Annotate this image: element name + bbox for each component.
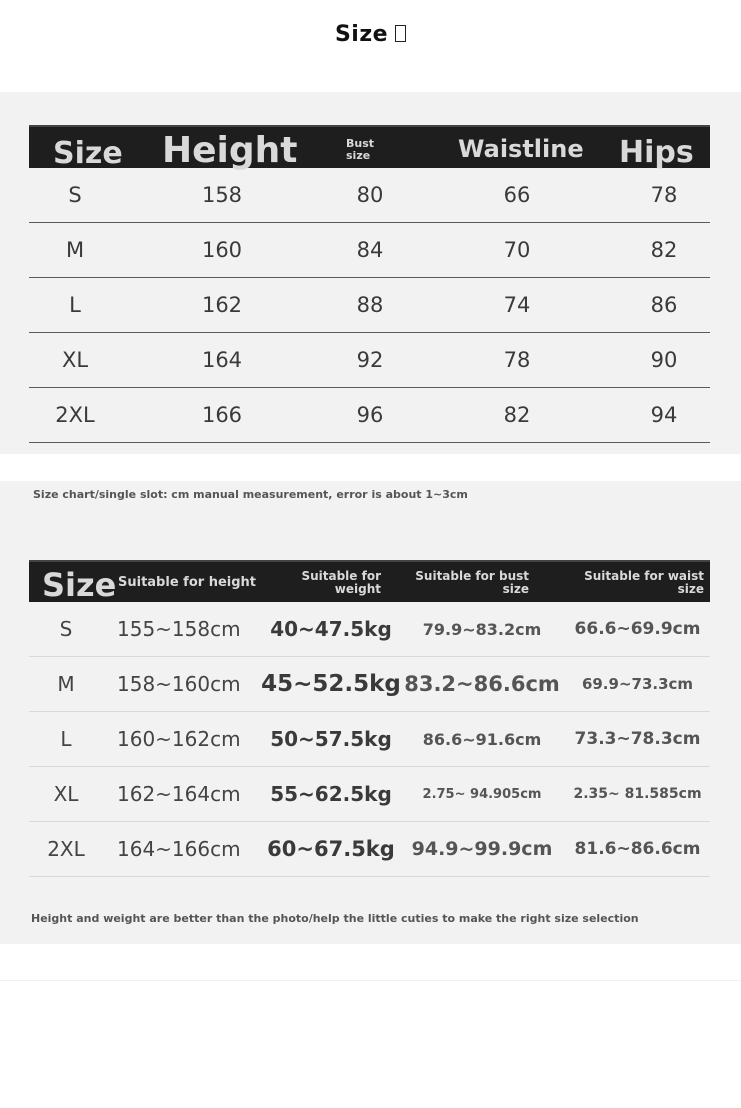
cell-bust: 80 [356,183,384,207]
table-row [29,333,710,388]
missing-glyph-icon [395,25,406,42]
header-weight: Suitable for weight [301,569,381,596]
cell-waist: 73.3~78.3cm [574,729,701,749]
cell-height: 162~164cm [117,782,241,806]
cell-waist: 81.6~86.6cm [574,839,701,859]
page-title-text: Size [334,22,389,47]
cell-size: 2XL [47,837,85,861]
cell-hips: 86 [650,293,678,317]
cell-waist: 74 [503,293,531,317]
cell-size: L [69,293,81,317]
header-height: Height [162,130,298,171]
cell-size: XL [61,348,89,372]
cell-waist: 66 [503,183,531,207]
divider [0,980,741,981]
header-size: Size [42,566,117,604]
cell-height: 160~162cm [117,727,241,751]
cell-size: M [57,672,75,696]
cell-size: XL [53,782,79,806]
table-row [29,223,710,278]
cell-size: S [59,617,73,641]
cell-hips: 94 [650,403,678,427]
cell-hips: 78 [650,183,678,207]
header-size: Size [53,136,123,171]
cell-bust: 92 [356,348,384,372]
table-row [29,168,710,223]
size-chart-note: Size chart/single slot: cm manual measurement, error is about 1~3cm [33,488,468,501]
table-row [29,388,710,443]
cell-weight: 50~57.5kg [270,727,392,751]
cell-size: 2XL [55,403,95,427]
cell-weight: 55~62.5kg [270,782,392,806]
cell-size: L [60,727,72,751]
cell-waist: 2.35~ 81.585cm [573,786,702,802]
cell-height: 160 [201,238,243,262]
cell-hips: 90 [650,348,678,372]
table-row [29,712,710,767]
size-chart-table [29,125,710,443]
cell-height: 158~160cm [117,672,241,696]
size-chart-header [29,125,710,171]
cell-height: 166 [201,403,243,427]
fit-chart-table [29,560,710,877]
header-waistline: Waistline [458,135,584,163]
page-title [0,22,741,47]
cell-height: 162 [201,293,243,317]
table-row [29,767,710,822]
cell-waist: 82 [503,403,531,427]
cell-waist: 70 [503,238,531,262]
cell-bust: 88 [356,293,384,317]
header-hips: Hips [619,135,694,170]
cell-bust: 94.9~99.9cm [411,838,553,860]
cell-waist: 69.9~73.3cm [581,675,694,693]
fit-chart-header [29,560,710,602]
cell-weight: 40~47.5kg [270,617,392,641]
cell-height: 158 [201,183,243,207]
header-height: Suitable for height [118,575,256,590]
table-row [29,278,710,333]
cell-height: 164 [201,348,243,372]
cell-bust: 96 [356,403,384,427]
fit-chart-note: Height and weight are better than the photo/help the little cuties to make the right size selection [31,912,639,925]
cell-height: 155~158cm [117,617,241,641]
header-waist: Suitable for waist size [584,569,704,596]
cell-size: M [65,238,85,262]
cell-bust: 2.75~ 94.905cm [422,787,542,802]
cell-waist: 78 [503,348,531,372]
cell-hips: 82 [650,238,678,262]
cell-bust: 84 [356,238,384,262]
cell-bust: 79.9~83.2cm [422,620,542,639]
table-row [29,822,710,877]
header-bust: Suitable for bust size [415,569,529,596]
cell-size: S [68,183,82,207]
cell-bust: 86.6~91.6cm [422,730,542,749]
cell-height: 164~166cm [117,837,241,861]
table-row [29,657,710,712]
cell-weight: 60~67.5kg [267,837,395,861]
header-bust: Bust size [346,137,375,162]
cell-waist: 66.6~69.9cm [574,619,701,639]
cell-weight: 45~52.5kg [261,671,401,697]
table-row [29,602,710,657]
cell-bust: 83.2~86.6cm [404,672,560,696]
